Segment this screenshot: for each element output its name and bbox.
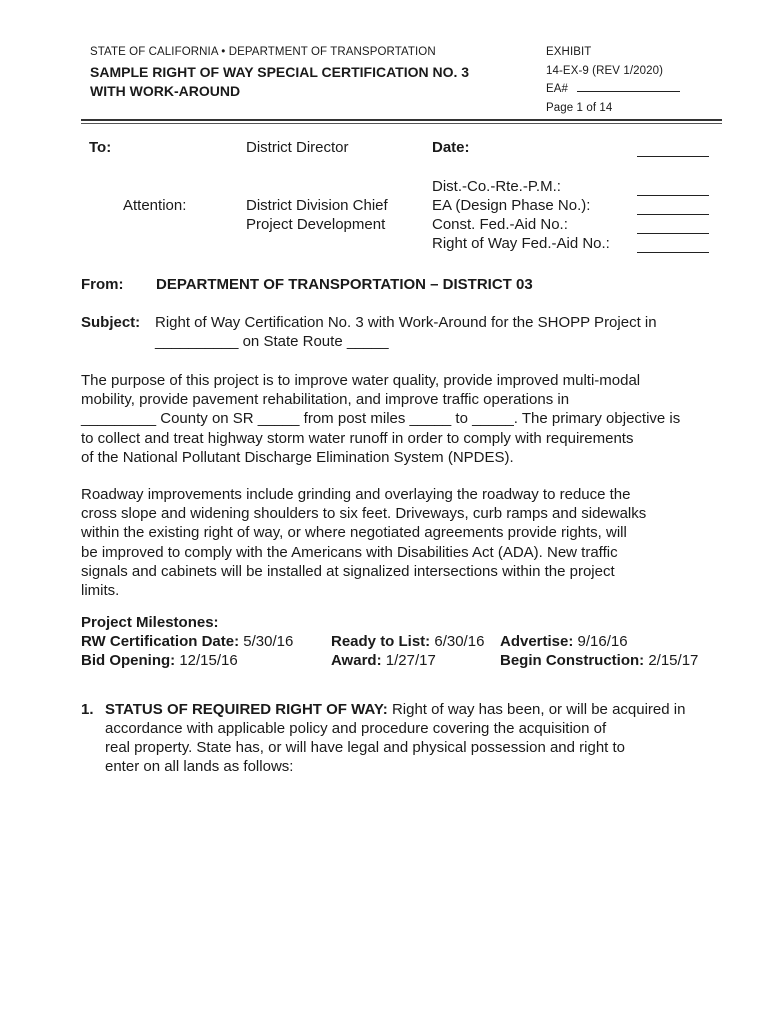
field-const-fed-aid: Const. Fed.-Aid No.:	[432, 216, 568, 233]
agency-line: STATE OF CALIFORNIA • DEPARTMENT OF TRANSPORTATION	[90, 46, 436, 58]
attention-line1: District Division Chief	[246, 197, 388, 214]
paragraph-line: limits.	[81, 581, 120, 599]
milestone-ready-to-list	[331, 633, 484, 650]
milestone-label: Advertise:	[500, 633, 574, 650]
milestone-value: 1/27/17	[385, 652, 436, 669]
document-title-line1: SAMPLE RIGHT OF WAY SPECIAL CERTIFICATION NO. 3	[90, 64, 470, 80]
milestone-advertise	[500, 633, 628, 650]
subject-line1: Right of Way Certification No. 3 with Work-Around for the SHOPP Project in	[155, 314, 657, 331]
section1-line2: accordance with applicable policy and procedure covering the acquisition of	[105, 720, 607, 737]
milestone-label: RW Certification Date:	[81, 633, 240, 650]
milestone-value: 9/16/16	[577, 633, 628, 650]
paragraph-line: mobility, provide pavement rehabilitation, and improve traffic operations in	[81, 391, 570, 409]
section1-heading: STATUS OF REQUIRED RIGHT OF WAY:	[105, 701, 388, 718]
section1-line1-text: Right of way has been, or will be acquired in	[391, 701, 686, 718]
field-blank	[637, 238, 709, 253]
milestone-value: 5/30/16	[243, 633, 294, 650]
milestone-value: 2/15/17	[648, 652, 699, 669]
purpose-paragraph	[81, 371, 711, 467]
milestone-value: 6/30/16	[434, 633, 485, 650]
ea-number	[546, 83, 680, 95]
date-label: Date:	[432, 139, 470, 156]
paragraph-line: Roadway improvements include grinding and overlaying the roadway to reduce the	[81, 486, 631, 503]
exhibit-label: EXHIBIT	[546, 46, 592, 58]
field-row-fed-aid: Right of Way Fed.-Aid No.:	[432, 235, 610, 252]
to-value: District Director	[246, 139, 349, 156]
paragraph-line: signals and cabinets will be installed at signalized intersections within the project	[81, 562, 615, 580]
paragraph-line: _________ County on SR _____ from post miles _____ to _____. The primary objective is	[81, 410, 681, 428]
field-blank	[637, 219, 709, 234]
ea-blank	[577, 91, 680, 92]
exhibit-number: 14-EX-9 (REV 1/2020)	[546, 65, 664, 77]
paragraph-line: The purpose of this project is to improve water quality, provide improved multi-modal	[81, 372, 641, 389]
date-blank	[637, 142, 709, 157]
section1-line4: enter on all lands as follows:	[105, 758, 294, 775]
ea-label: EA#	[546, 83, 569, 95]
field-dist-co-rte-pm: Dist.-Co.-Rte.-P.M.:	[432, 178, 561, 195]
field-blank	[637, 200, 709, 215]
milestone-label: Ready to List:	[331, 633, 431, 650]
page-indicator: Page 1 of 14	[546, 102, 613, 114]
from-label: From:	[81, 276, 124, 293]
header-rule-top	[81, 119, 722, 121]
subject-label: Subject:	[81, 314, 141, 331]
from-value: DEPARTMENT OF TRANSPORTATION – DISTRICT 03	[156, 276, 533, 293]
attention-line2: Project Development	[246, 216, 386, 233]
milestone-rw-certification	[81, 633, 293, 650]
milestone-label: Bid Opening:	[81, 652, 176, 669]
subject-line2: __________ on State Route _____	[155, 333, 389, 350]
section1-line1	[105, 701, 685, 718]
milestone-award	[331, 652, 436, 669]
field-ea-design-phase: EA (Design Phase No.):	[432, 197, 591, 214]
to-label: To:	[89, 139, 112, 156]
milestone-bid-opening	[81, 652, 238, 669]
paragraph-line: cross slope and widening shoulders to six feet. Driveways, curb ramps and sidewalks	[81, 505, 647, 523]
paragraph-line: to collect and treat highway storm water runoff in order to comply with requirements	[81, 429, 634, 447]
section1-number: 1.	[81, 701, 94, 718]
paragraph-line: be improved to comply with the Americans with Disabilities Act (ADA). New traffic	[81, 543, 618, 561]
roadway-paragraph	[81, 485, 711, 600]
paragraph-line: within the existing right of way, or where negotiated agreements provide rights, will	[81, 524, 627, 542]
milestone-value: 12/15/16	[179, 652, 238, 669]
milestone-label: Begin Construction:	[500, 652, 645, 669]
milestone-label: Award:	[331, 652, 382, 669]
milestone-begin-construction	[500, 652, 698, 669]
attention-label: Attention:	[123, 197, 187, 214]
field-blank	[637, 181, 709, 196]
paragraph-line: of the National Pollutant Discharge Elimination System (NPDES).	[81, 448, 514, 466]
milestones-heading: Project Milestones:	[81, 614, 219, 631]
section1-line3: real property. State has, or will have legal and physical possession and right to	[105, 739, 626, 756]
document-title-line2: WITH WORK-AROUND	[90, 83, 241, 99]
header-rule-bottom	[81, 123, 722, 124]
